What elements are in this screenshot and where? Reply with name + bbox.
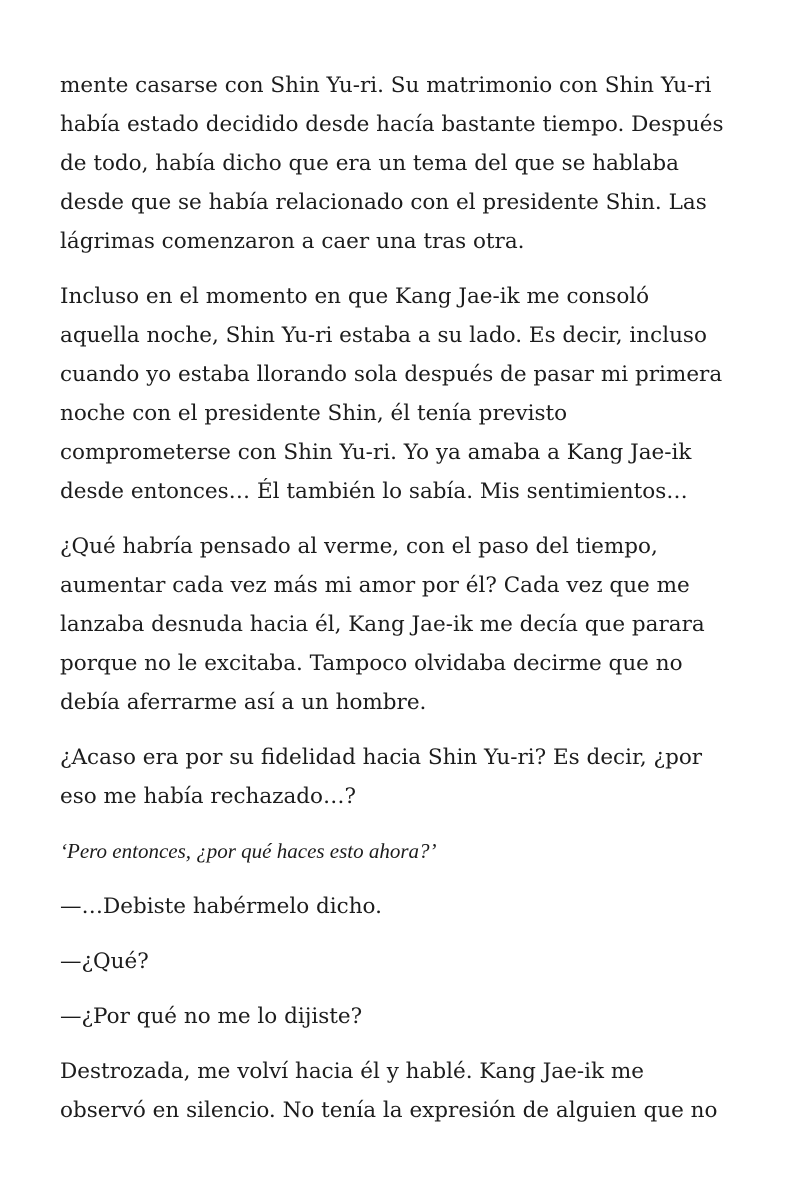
text-line: eso me había rechazado…? (60, 784, 357, 809)
text-line: lágrimas comenzaron a caer una tras otra. (60, 229, 525, 254)
text-line: Incluso en el momento en que Kang Jae-ik me consoló (60, 284, 650, 309)
text-line: desde entonces… Él también lo sabía. Mis sentimientos… (60, 479, 688, 504)
text-line: porque no le excitaba. Tampoco olvidaba decirme que no (60, 651, 683, 676)
text-line: observó en silencio. No tenía la expresión de alguien que no (60, 1098, 718, 1123)
text-line: mente casarse con Shin Yu-ri. Su matrimonio con Shin Yu-ri (60, 73, 712, 98)
text-line: ¿Acaso era por su fidelidad hacia Shin Yu-ri? Es decir, ¿por (60, 745, 703, 770)
paragraph-2 (60, 277, 744, 511)
text-line: aquella noche, Shin Yu-ri estaba a su lado. Es decir, incluso (60, 323, 707, 348)
text-line: ¿Qué habría pensado al verme, con el paso del tiempo, (60, 534, 658, 559)
dialogue-line-3: —¿Por qué no me lo dijiste? (60, 1004, 363, 1029)
text-line: aumentar cada vez más mi amor por él? Cada vez que me (60, 573, 690, 598)
paragraph-4 (60, 738, 744, 816)
text-line: había estado decidido desde hacía bastante tiempo. Después (60, 112, 724, 137)
paragraph-3 (60, 527, 744, 722)
paragraph-1 (60, 66, 744, 261)
text-line: comprometerse con Shin Yu-ri. Yo ya amaba a Kang Jae-ik (60, 440, 692, 465)
text-line: desde que se había relacionado con el presidente Shin. Las (60, 190, 707, 215)
dialogue-line-1: —…Debiste habérmelo dicho. (60, 894, 382, 919)
text-line: lanzaba desnuda hacia él, Kang Jae-ik me decía que parara (60, 612, 705, 637)
text-line: cuando yo estaba llorando sola después de pasar mi primera (60, 362, 723, 387)
inner-thought: ‘Pero entonces, ¿por qué haces esto ahora?’ (60, 839, 437, 863)
dialogue-line-2: —¿Qué? (60, 949, 149, 974)
closing-paragraph (60, 1052, 744, 1130)
text-line: debía aferrarme así a un hombre. (60, 690, 427, 715)
text-line: noche con el presidente Shin, él tenía previsto (60, 401, 568, 426)
text-line: de todo, había dicho que era un tema del que se hablaba (60, 151, 679, 176)
text-line: Destrozada, me volví hacia él y hablé. Kang Jae-ik me (60, 1059, 644, 1084)
